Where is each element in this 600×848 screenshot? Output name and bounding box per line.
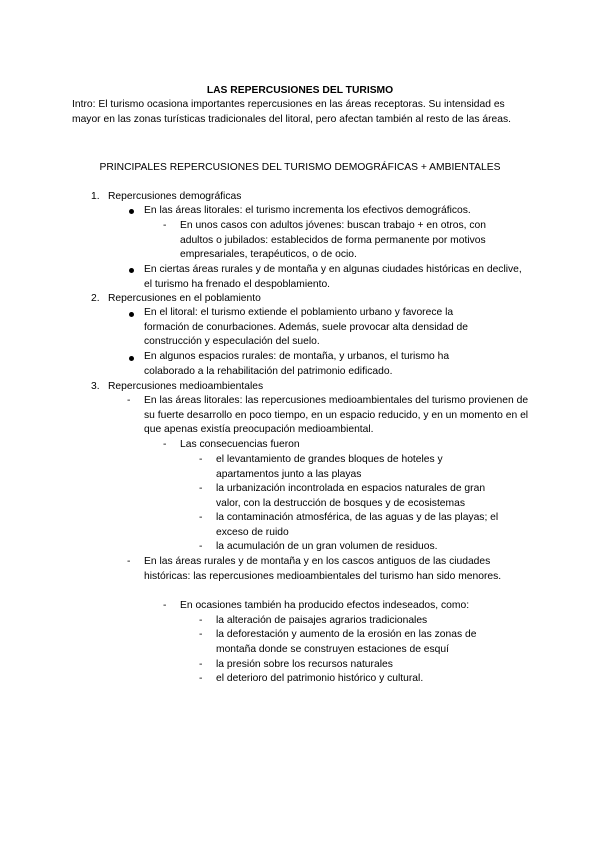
dash-icon: - — [163, 220, 167, 231]
dash-icon: - — [199, 454, 203, 465]
list-item: el deterioro del patrimonio histórico y cultural. — [216, 673, 424, 684]
dash-icon: - — [127, 556, 131, 567]
list-item: En algunos espacios rurales: de montaña, y urbanos, el turismo ha colaborado a la rehabilitación del patrimonio edificado. — [144, 351, 450, 377]
dash-icon: - — [163, 439, 167, 450]
list-item: la alteración de paisajes agrarios tradicionales — [216, 615, 428, 626]
dash-icon: - — [199, 483, 203, 494]
dash-icon: - — [199, 629, 203, 640]
intro-paragraph: Intro: El turismo ocasiona importantes repercusiones en las áreas receptoras. Su intensidad es mayor en las zonas turísticas tradicionales del litoral, pero afectan también al resto de las áreas. — [72, 99, 511, 125]
list-item: En las áreas litorales: el turismo incrementa los efectivos demográficos. — [144, 205, 471, 216]
bullet-icon — [129, 312, 134, 317]
list-item: el levantamiento de grandes bloques de hoteles y apartamentos junto a las playas — [216, 454, 443, 480]
section-heading: Repercusiones medioambientales — [108, 381, 264, 392]
list-item: la deforestación y aumento de la erosión en las zonas de montaña donde se construyen estaciones de esquí — [216, 629, 477, 655]
list-item: la presión sobre los recursos naturales — [216, 659, 393, 670]
section-number: 1. — [91, 191, 100, 202]
list-item: En ciertas áreas rurales y de montaña y en algunas ciudades históricas en declive, el turismo ha frenado el despoblamiento. — [144, 264, 522, 290]
section-subtitle: PRINCIPALES REPERCUSIONES DEL TURISMO DEMOGRÁFICAS + AMBIENTALES — [99, 162, 501, 173]
list-item: En el litoral: el turismo extiende el poblamiento urbano y favorece la formación de conurbaciones. Además, suele provocar alta densidad de construcción y especulación del suelo. — [144, 307, 468, 348]
list-item: En las áreas rurales y de montaña y en los cascos antiguos de las ciudades históricas: las repercusiones medioambientales del turismo han sido menores. — [144, 556, 502, 582]
dash-icon: - — [199, 541, 203, 552]
document-title: LAS REPERCUSIONES DEL TURISMO — [206, 85, 394, 96]
dash-icon: - — [199, 673, 203, 684]
list-item: En unos casos con adultos jóvenes: buscan trabajo + en otros, con adultos o jubilados: establecidos de forma permanente por motivos empresariales, terapéuticos, o de ocio. — [180, 220, 486, 261]
dash-icon: - — [163, 600, 167, 611]
bullet-icon — [129, 268, 134, 273]
bullet-icon — [129, 356, 134, 361]
list-item: la acumulación de un gran volumen de residuos. — [216, 541, 438, 552]
section-number: 3. — [91, 381, 100, 392]
bullet-icon — [129, 209, 134, 214]
list-item: En ocasiones también ha producido efectos indeseados, como: — [180, 600, 470, 611]
list-item: la contaminación atmosférica, de las aguas y de las playas; el exceso de ruido — [216, 512, 499, 538]
dash-icon: - — [127, 395, 131, 406]
dash-icon: - — [199, 615, 203, 626]
list-item: Las consecuencias fueron — [180, 439, 300, 450]
section-heading: Repercusiones demográficas — [108, 191, 242, 202]
dash-icon: - — [199, 512, 203, 523]
list-item: la urbanización incontrolada en espacios naturales de gran valor, con la destrucción de bosques y de ecosistemas — [216, 483, 486, 509]
list-item: En las áreas litorales: las repercusiones medioambientales del turismo provienen de su fuerte desarrollo en poco tiempo, en un espacio reducido, y en un momento en el que apenas existía preocupación medioambiental. — [144, 395, 529, 436]
section-heading: Repercusiones en el poblamiento — [108, 293, 261, 304]
dash-icon: - — [199, 659, 203, 670]
section-number: 2. — [91, 293, 100, 304]
